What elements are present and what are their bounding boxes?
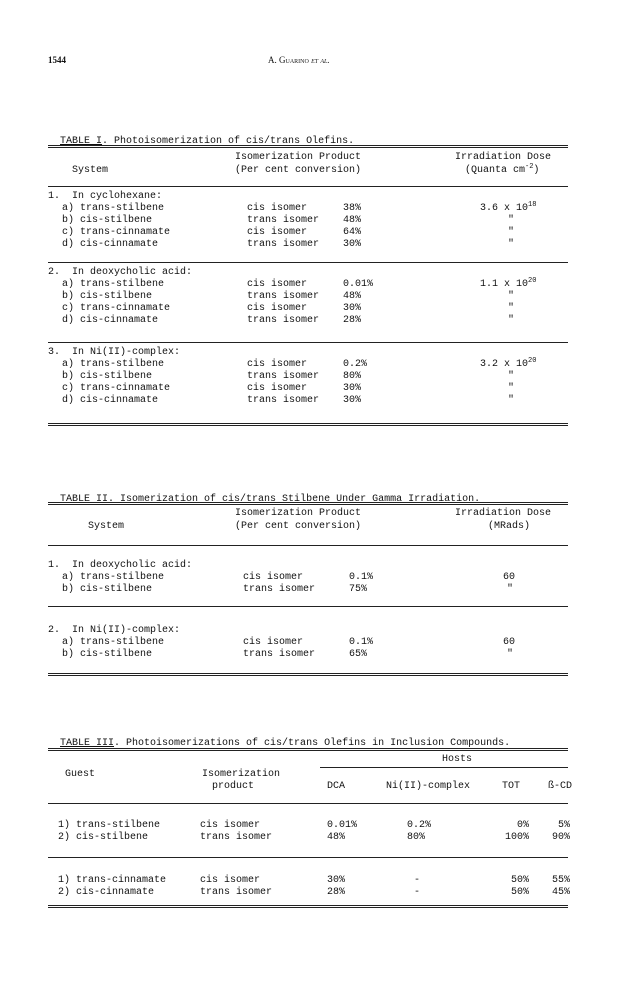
- t1-row-dose-value: ": [508, 303, 515, 314]
- t3-row-label: 1) trans-cinnamate: [58, 875, 167, 886]
- table-row: [0, 832, 623, 844]
- table-2-rule-top-2: [48, 504, 568, 505]
- t1-row-dose-exp: 18: [528, 201, 537, 209]
- t3-row-isomer: trans isomer: [200, 832, 273, 843]
- t2-row-dose: 60: [503, 637, 516, 648]
- t2-row-pct: 0.1%: [349, 637, 374, 648]
- t2-group-title: [0, 560, 623, 572]
- t3-head-ni: Ni(II)-complex: [386, 781, 471, 792]
- t1-row-isomer: cis isomer: [247, 227, 308, 238]
- t2-row-label: b) cis-stilbene: [62, 649, 153, 660]
- t1-group-rule: [48, 262, 568, 263]
- t3-row-tot: 50%: [510, 875, 529, 886]
- table-2-rule-top: [48, 502, 568, 503]
- t1-group-title-text: 3. In Ni(II)-complex:: [48, 347, 181, 358]
- t2-row-pct: 65%: [349, 649, 368, 660]
- t1-head-dose-1: Irradiation Dose: [455, 152, 552, 163]
- t1-row-isomer: trans isomer: [247, 315, 320, 326]
- table-row: [0, 303, 623, 315]
- t1-row-dose: [508, 227, 514, 239]
- t1-row-dose: [508, 239, 514, 251]
- t1-row-pct: 0.2%: [343, 359, 368, 370]
- t3-row-ni: -: [414, 887, 421, 898]
- t1-row-pct: 30%: [343, 239, 362, 250]
- t1-row-dose: [480, 203, 536, 215]
- t1-group-rule: [48, 423, 568, 424]
- t2-head-dose-2: (MRads): [488, 521, 531, 532]
- page-number: 1544: [48, 55, 66, 65]
- t2-row-label: a) trans-stilbene: [62, 572, 165, 583]
- t2-row-isomer: trans isomer: [243, 584, 316, 595]
- t3-row-label: 2) cis-stilbene: [58, 832, 149, 843]
- t1-row-label: d) cis-cinnamate: [62, 239, 159, 250]
- t3-head-product-1: Isomerization: [202, 769, 281, 780]
- t1-row-dose-value: ": [508, 315, 515, 326]
- t1-row-dose: [508, 395, 514, 407]
- t2-head-product-1: Isomerization Product: [235, 508, 362, 519]
- running-title: [268, 55, 330, 65]
- table-row: [0, 887, 623, 899]
- t3-row-bcd: 5%: [557, 820, 570, 831]
- t2-group-title-text: 2. In Ni(II)-complex:: [48, 625, 181, 636]
- t1-row-isomer: cis isomer: [247, 303, 308, 314]
- t3-row-bcd: 55%: [551, 875, 570, 886]
- t3-row-ni: -: [414, 875, 421, 886]
- table-row: [0, 315, 623, 327]
- t2-head-dose-1: Irradiation Dose: [455, 508, 552, 519]
- table-3-rule-head: [48, 803, 568, 804]
- t1-row-isomer: cis isomer: [247, 359, 308, 370]
- t2-group-rule: [48, 673, 568, 674]
- table-3-rule-hosts: [320, 767, 568, 768]
- t1-row-pct: 48%: [343, 215, 362, 226]
- t3-row-label: 2) cis-cinnamate: [58, 887, 155, 898]
- table-1-header: [0, 152, 623, 182]
- table-row: [0, 395, 623, 407]
- t3-row-ni: 0.2%: [407, 820, 432, 831]
- table-3-rule-top: [48, 748, 568, 749]
- t1-head-product-1: Isomerization Product: [235, 152, 362, 163]
- t2-row-label: b) cis-stilbene: [62, 584, 153, 595]
- t1-row-dose-value: ": [508, 239, 515, 250]
- t3-row-isomer: cis isomer: [200, 875, 261, 886]
- t1-row-label: c) trans-cinnamate: [62, 227, 171, 238]
- t1-row-dose-value: ": [508, 395, 515, 406]
- t3-row-tot: 100%: [504, 832, 529, 843]
- t2-row-pct: 0.1%: [349, 572, 374, 583]
- table-1-caption-text: . Photoisomerization of cis/trans Olefins.: [102, 136, 355, 147]
- t1-row-dose-value: 3.6 x 10: [480, 203, 529, 214]
- t1-group-title-text: 2. In deoxycholic acid:: [48, 267, 193, 278]
- t1-row-isomer: trans isomer: [247, 239, 320, 250]
- table-row: [0, 279, 623, 291]
- t2-row-pct: 75%: [349, 584, 368, 595]
- t1-row-label: a) trans-stilbene: [62, 279, 165, 290]
- t1-row-dose-value: ": [508, 291, 515, 302]
- t1-row-dose: [508, 371, 514, 383]
- t2-rule-bottom: [48, 675, 568, 676]
- table-3-header: [0, 754, 623, 794]
- t1-row-isomer: trans isomer: [247, 395, 320, 406]
- t1-row-pct: 0.01%: [343, 279, 374, 290]
- table-row: [0, 215, 623, 227]
- table-1-caption: [48, 125, 354, 147]
- table-2-rule-head: [48, 545, 568, 546]
- t3-row-isomer: trans isomer: [200, 887, 273, 898]
- table-2-caption-text: . Isomerization of cis/trans Stilbene Under Gamma Irradiation.: [108, 494, 481, 505]
- t3-row-bcd: 90%: [551, 832, 570, 843]
- table-3-rule-top-2: [48, 750, 568, 751]
- t2-row-dose: 60: [503, 572, 516, 583]
- t2-group-title: [0, 625, 623, 637]
- t1-row-isomer: trans isomer: [247, 215, 320, 226]
- t3-group-rule: [48, 857, 568, 858]
- table-row: [0, 371, 623, 383]
- t1-rule-bottom: [48, 425, 568, 426]
- table-1-rule-head: [48, 186, 568, 187]
- t3-rule-bottom: [48, 907, 568, 908]
- t1-row-label: c) trans-cinnamate: [62, 383, 171, 394]
- t3-row-ni: 80%: [407, 832, 426, 843]
- table-row: [0, 227, 623, 239]
- t1-row-dose: [480, 359, 536, 371]
- t1-row-isomer: trans isomer: [247, 291, 320, 302]
- t2-head-system: System: [88, 521, 125, 532]
- table-row: [0, 383, 623, 395]
- t1-row-isomer: cis isomer: [247, 203, 308, 214]
- table-3-caption: [48, 727, 510, 749]
- t1-row-pct: 30%: [343, 383, 362, 394]
- t1-row-dose-value: 3.2 x 10: [480, 359, 529, 370]
- table-row: [0, 584, 623, 596]
- t1-row-dose: [508, 291, 514, 303]
- t3-head-guest: Guest: [65, 769, 96, 780]
- table-1-rule-top-2: [48, 147, 568, 148]
- t1-row-dose-value: ": [508, 227, 515, 238]
- table-row: [0, 637, 623, 649]
- t1-row-dose: [508, 315, 514, 327]
- t1-row-pct: 28%: [343, 315, 362, 326]
- t1-row-dose-exp: 20: [528, 357, 537, 365]
- table-3-caption-label: TABLE III: [60, 738, 115, 749]
- t2-group-rule: [48, 606, 568, 607]
- table-row: [0, 875, 623, 887]
- t3-row-bcd: 45%: [551, 887, 570, 898]
- t1-group-title-text: 1. In cyclohexane:: [48, 191, 163, 202]
- t3-group-rule: [48, 905, 568, 906]
- t2-row-dose: ": [507, 649, 514, 660]
- t1-head-product-2: (Per cent conversion): [235, 165, 362, 176]
- table-1-caption-label: TABLE I: [60, 136, 103, 147]
- t1-row-label: a) trans-stilbene: [62, 359, 165, 370]
- t1-row-dose-value: 1.1 x 10: [480, 279, 529, 290]
- t1-row-pct: 48%: [343, 291, 362, 302]
- t3-row-isomer: cis isomer: [200, 820, 261, 831]
- t3-head-hosts: Hosts: [442, 754, 473, 765]
- table-3-caption-text: . Photoisomerizations of cis/trans Olefins in Inclusion Compounds.: [114, 738, 511, 749]
- t3-row-dca: 28%: [327, 887, 346, 898]
- t1-head-system: System: [72, 165, 109, 176]
- t1-row-dose-value: ": [508, 215, 515, 226]
- t1-row-dose-exp: 20: [528, 277, 537, 285]
- t3-head-product-2: product: [212, 781, 255, 792]
- table-row: [0, 239, 623, 251]
- t2-head-product-2: (Per cent conversion): [235, 521, 362, 532]
- t1-row-isomer: trans isomer: [247, 371, 320, 382]
- t1-row-label: b) cis-stilbene: [62, 291, 153, 302]
- t1-row-pct: 30%: [343, 395, 362, 406]
- table-2-caption-label: TABLE II: [60, 494, 109, 505]
- running-title-author: A. Guarino: [268, 55, 309, 65]
- t2-row-dose: ": [507, 584, 514, 595]
- table-row: [0, 203, 623, 215]
- t1-row-label: d) cis-cinnamate: [62, 395, 159, 406]
- t1-row-dose-value: ": [508, 383, 515, 394]
- table-row: [0, 820, 623, 832]
- table-row: [0, 649, 623, 661]
- running-title-etal: et al.: [311, 55, 330, 65]
- t1-head-dose-2: (Quanta $cm^{-2}$): [465, 163, 540, 176]
- table-2-header: [0, 508, 623, 538]
- t3-row-dca: 48%: [327, 832, 346, 843]
- table-1-rule-top: [48, 145, 568, 146]
- t1-row-label: d) cis-cinnamate: [62, 315, 159, 326]
- t1-row-pct: 38%: [343, 203, 362, 214]
- t1-row-dose: [508, 383, 514, 395]
- table-row: [0, 572, 623, 584]
- t2-row-label: a) trans-stilbene: [62, 637, 165, 648]
- t1-row-label: a) trans-stilbene: [62, 203, 165, 214]
- t2-row-isomer: trans isomer: [243, 649, 316, 660]
- t2-row-isomer: cis isomer: [243, 572, 304, 583]
- t1-row-dose: [480, 279, 536, 291]
- table-row: [0, 291, 623, 303]
- t1-row-dose-value: ": [508, 371, 515, 382]
- t1-row-isomer: cis isomer: [247, 383, 308, 394]
- t3-row-dca: 0.01%: [327, 820, 358, 831]
- t3-row-tot: 0%: [516, 820, 529, 831]
- t3-head-tot: TOT: [502, 781, 521, 792]
- t1-row-label: c) trans-cinnamate: [62, 303, 171, 314]
- t1-row-label: b) cis-stilbene: [62, 215, 153, 226]
- table-row: [0, 359, 623, 371]
- t3-head-dca: DCA: [327, 781, 346, 792]
- t1-row-dose: [508, 215, 514, 227]
- t1-row-dose: [508, 303, 514, 315]
- t3-row-label: 1) trans-stilbene: [58, 820, 161, 831]
- t3-head-bcd: ß-CD: [548, 781, 573, 792]
- t3-row-dca: 30%: [327, 875, 346, 886]
- t2-row-isomer: cis isomer: [243, 637, 304, 648]
- t1-row-pct: 30%: [343, 303, 362, 314]
- t1-group-rule: [48, 342, 568, 343]
- t1-row-label: b) cis-stilbene: [62, 371, 153, 382]
- t1-row-pct: 64%: [343, 227, 362, 238]
- t1-row-isomer: cis isomer: [247, 279, 308, 290]
- t1-row-pct: 80%: [343, 371, 362, 382]
- t2-group-title-text: 1. In deoxycholic acid:: [48, 560, 193, 571]
- t3-row-tot: 50%: [510, 887, 529, 898]
